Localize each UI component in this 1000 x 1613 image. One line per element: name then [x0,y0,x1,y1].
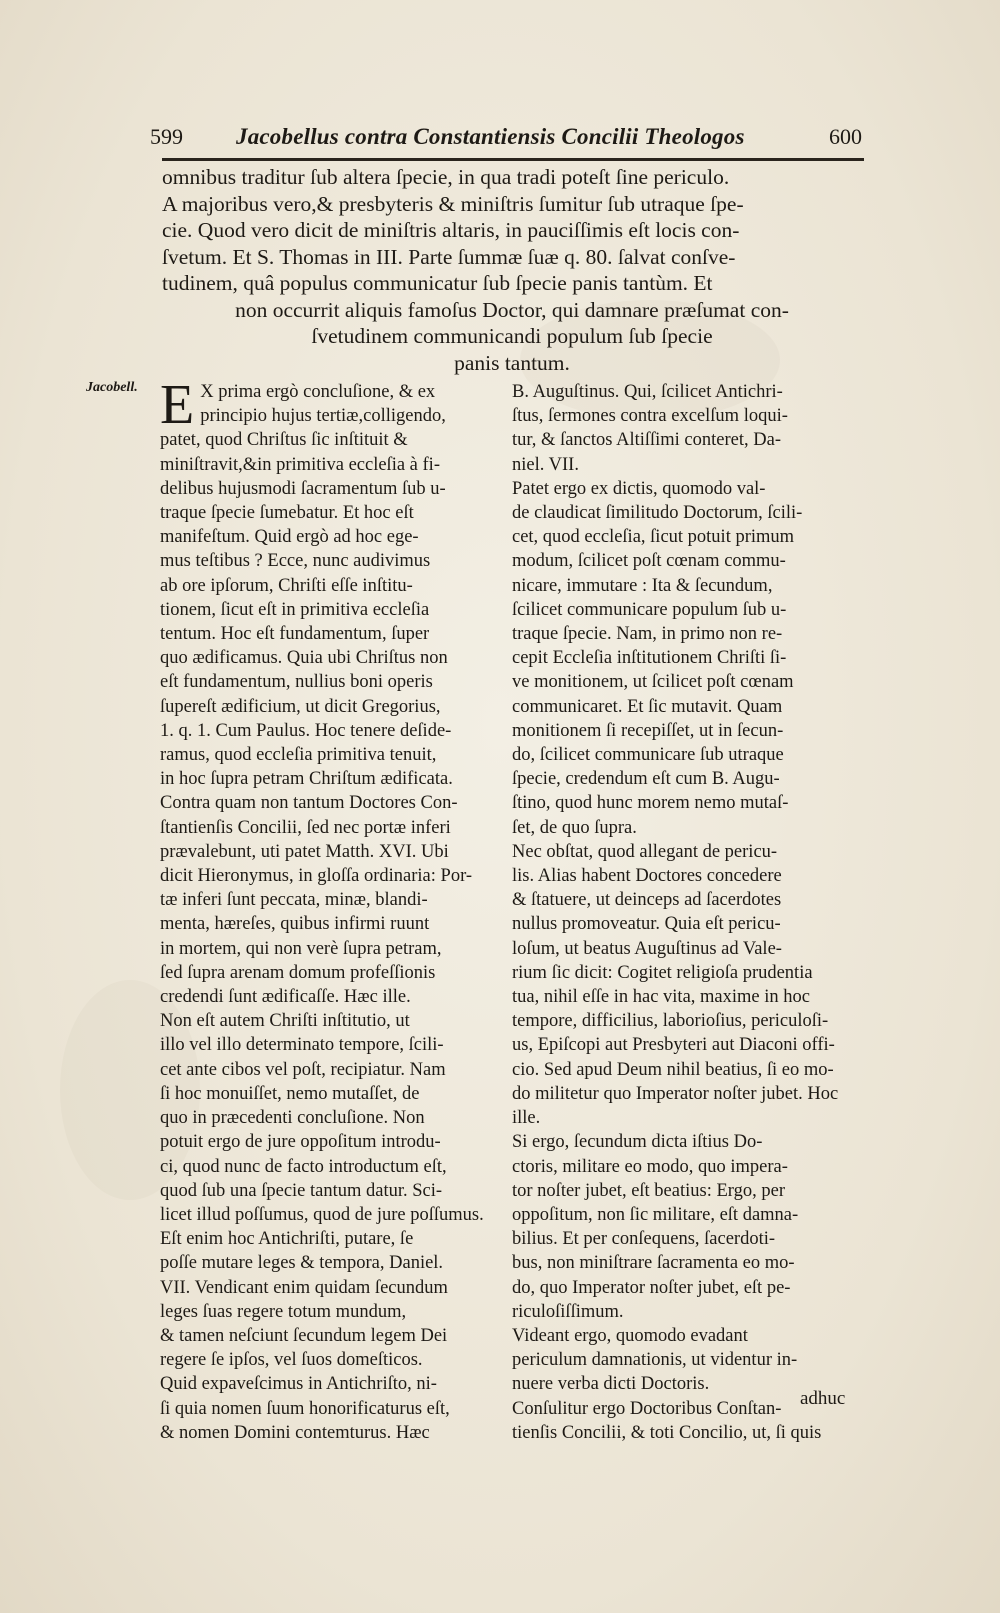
intro-lines-line: ſvetudinem communicandi populum ſub ſpecie [311,324,713,348]
left-column-line: licet illud poſſumus, quod de jure poſſumus. [160,1204,484,1225]
page-number-right: 600 [829,124,862,149]
left-column-line: Quid expaveſcimus in Antichriſto, ni- [160,1374,437,1395]
right-column-line: tur, & ſanctos Altiſſimi conteret, Da- [512,430,781,451]
left-column-line: traque ſpecie ſumebatur. Et hoc eſt [160,503,414,524]
header-rule [162,158,864,161]
right-column-line: ſpecie, credendum eſt cum B. Augu- [512,769,780,790]
right-column-line: communicaret. Et ſic mutavit. Quam [512,696,783,717]
right-column-line: tempore, difficilius, laborioſius, periculoſi- [512,1011,829,1032]
right-column-line: cet, quod eccleſia, ſicut potuit primum [512,527,795,548]
right-column-line: us, Epiſcopi aut Presbyteri aut Diaconi offi- [512,1035,835,1056]
left-column-line: mus teſtibus ? Ecce, nunc audivimus [160,551,431,572]
left-column-line: in hoc ſupra petram Chriſtum ædificata. [160,769,453,790]
left-column [160,374,496,1445]
right-column-line: do, ſcilicet communicare ſub utraque [512,745,784,766]
left-column-line: ab ore ipſorum, Chriſti eſſe inſtitu- [160,575,413,596]
right-column-line: & ſtatuere, ut deinceps ad ſacerdotes [512,890,782,911]
left-column-line: quo in præcedenti concluſione. Non [160,1108,425,1129]
left-column-line: dicit Hieronymus, in gloſſa ordinaria: Por- [160,866,473,887]
right-column-line: Si ergo, ſecundum dicta iſtius Do- [512,1132,763,1153]
left-column-line: Contra quam non tantum Doctores Con- [160,793,458,814]
left-column-line: regere ſe ipſos, vel ſuos domeſticos. [160,1350,423,1371]
page-header [150,124,862,154]
right-column-line: nicare, immutare : Ita & ſecundum, [512,575,773,596]
intro-lines-line: tudinem, quâ populus communicatur ſub ſpecie panis tantùm. Et [162,271,713,295]
left-column-line: tionem, ſicut eſt in primitiva eccleſia [160,599,430,620]
left-column-line: patet, quod Chriſtus ſic inſtituit & [160,430,408,451]
right-column-line: lis. Alias habent Doctores concedere [512,866,782,887]
right-column-line: rium ſic dicit: Cogitet religioſa prudentia [512,962,813,983]
left-column-line: tæ inferi ſunt peccata, minæ, blandi- [160,890,428,911]
right-column-line: ſet, de quo ſupra. [512,817,637,838]
left-column-line: Non eſt autem Chriſti inſtitutio, ut [160,1011,410,1032]
intro-lines-line: ſvetum. Et S. Thomas in III. Parte ſummæ ſuæ q. 80. ſalvat conſve- [162,244,736,269]
intro-lines-line: panis tantum. [454,350,570,375]
left-column-line: eſt fundamentum, nullius boni operis [160,672,433,693]
left-column-line: ſi hoc monuiſſet, nemo mutaſſet, de [160,1083,420,1104]
left-column-line: ſed ſupra arenam domum profeſſionis [160,962,436,983]
left-column-line: delibus hujusmodi ſacramentum ſub u- [160,478,446,499]
right-column-line: do militetur quo Imperator noſter jubet. Hoc [512,1083,839,1104]
right-column-line: cepit Eccleſia inſtitutionem Chriſti ſi- [512,648,787,669]
intro-lines-line: cie. Quod vero dicit de miniſtris altaris, in pauciſſimis eſt locis con- [162,218,740,242]
intro-lines-line: non occurrit aliquis famoſus Doctor, qui damnare præſumat con- [235,297,789,322]
left-column-line: prævalebunt, uti patet Matth. XVI. Ubi [160,841,449,862]
drop-capital: E [160,374,195,436]
right-column-line: modum, ſcilicet poſt cœnam commu- [512,551,786,572]
left-column-line: in mortem, qui non verè ſupra petram, [160,938,442,959]
right-column-line: tienſis Concilii, & toti Concilio, ut, ſi quis [512,1422,822,1443]
right-column-line: B. Auguſtinus. Qui, ſcilicet Antichri- [512,382,783,402]
left-column-line: & nomen Domini contemturus. Hæc [160,1422,430,1443]
left-column-line: tentum. Hoc eſt fundamentum, ſuper [160,624,430,645]
right-column-line: Videant ergo, quomodo evadant [512,1325,748,1346]
left-column-line: miniſtravit,&in primitiva eccleſia à fi- [160,454,440,475]
left-column-line: quod ſub una ſpecie tantum datur. Sci- [160,1180,443,1201]
right-column-line: Nec obſtat, quod allegant de pericu- [512,841,778,862]
right-column-line: niel. VII. [512,454,579,475]
left-column-line: quo ædificamus. Quia ubi Chriſtus non [160,648,448,669]
left-column-line: 1. q. 1. Cum Paulus. Hoc tenere deſide- [160,720,452,741]
left-column-line: menta, hæreſes, quibus infirmi ruunt [160,914,430,935]
right-column-line: ille. [512,1108,541,1129]
right-column-line: loſum, ut beatus Auguſtinus ad Vale- [512,938,782,959]
left-column-line: X prima ergò concluſione, & ex [200,382,436,402]
right-column-line: oppoſitum, non ſic militare, eſt damna- [512,1204,799,1225]
right-column-line: periculum damnationis, ut videntur in- [512,1350,798,1371]
left-column-line: leges ſuas regere totum mundum, [160,1301,407,1322]
left-column-line: ſi quia nomen ſuum honorificaturus eſt, [160,1398,450,1419]
intro-paragraph [162,164,862,376]
left-column-line: poſſe mutare leges & tempora, Daniel. [160,1253,444,1274]
right-column-line: de claudicat ſimilitudo Doctorum, ſcili- [512,503,803,524]
right-column-line: bus, non miniſtrare ſacramenta eo mo- [512,1253,795,1274]
intro-lines-line: A majoribus vero,& presbyteris & miniſtris ſumitur ſub utraque ſpe- [162,191,744,216]
right-column-line: tua, nihil eſſe in hac vita, maxime in hoc [512,987,810,1008]
right-column-line: do, quo Imperator noſter jubet, eſt pe- [512,1277,791,1298]
left-column-line: cet ante cibos vel poſt, recipiatur. Nam [160,1059,446,1080]
catchword: adhuc [800,1388,846,1409]
left-column-line: Eſt enim hoc Antichriſti, putare, ſe [160,1229,414,1250]
right-column-line: cio. Sed apud Deum nihil beatius, ſi eo mo- [512,1059,834,1080]
right-column-line: monitionem ſi recepiſſet, ut in ſecun- [512,720,784,741]
running-title: Jacobellus contra Constantiensis Concilii Theologos [236,124,745,149]
page-number-left: 599 [150,124,183,149]
left-column-line: & tamen neſciunt ſecundum legem Dei [160,1325,448,1346]
right-column-line: Patet ergo ex dictis, quomodo val- [512,478,766,499]
margin-note: Jacobell. [86,380,138,395]
left-column-line: ramus, quod eccleſia primitiva tenuit, [160,745,437,766]
left-column-line: VII. Vendicant enim quidam ſecundum [160,1277,448,1298]
intro-lines-line: omnibus traditur ſub altera ſpecie, in qua tradi poteſt ſine periculo. [162,165,730,189]
right-column-line: Conſulitur ergo Doctoribus Conſtan- [512,1398,782,1419]
right-column-line: ſtus, ſermones contra excelſum loqui- [512,406,788,427]
right-column-line: ſtino, quod hunc morem nemo mutaſ- [512,793,789,814]
left-column-line: principio hujus tertiæ,colligendo, [200,406,446,427]
right-column-line: nullus promoveatur. Quia eſt pericu- [512,914,781,935]
right-column-line: tor noſter jubet, eſt beatius: Ergo, per [512,1180,785,1201]
left-column-line: credendi ſunt ædificaſſe. Hæc ille. [160,987,411,1008]
left-column-line: illo vel illo determinato tempore, ſcili- [160,1035,444,1056]
left-column-line: ſtantienſis Concilii, ſed nec portæ inferi [160,817,451,838]
left-column-line: ci, quod nunc de facto introductum eſt, [160,1156,447,1177]
right-column-line: bilius. Et per conſequens, ſacerdoti- [512,1229,776,1250]
right-column-line: nuere verba dicti Doctoris. [512,1374,710,1395]
right-column-line: ctoris, militare eo modo, quo impera- [512,1156,788,1177]
right-column-line: traque ſpecie. Nam, in primo non re- [512,624,783,645]
right-column-line: ve monitionem, ut ſcilicet poſt cœnam [512,672,794,693]
left-column-line: ſupereſt ædificium, ut dicit Gregorius, [160,696,441,717]
left-column-line: manifeſtum. Quid ergò ad hoc ege- [160,527,419,548]
right-column [512,380,862,1445]
left-column-line: potuit ergo de jure oppoſitum introdu- [160,1132,441,1153]
right-column-line: riculoſiſſimum. [512,1301,624,1322]
right-column-line: ſcilicet communicare populum ſub u- [512,599,787,620]
